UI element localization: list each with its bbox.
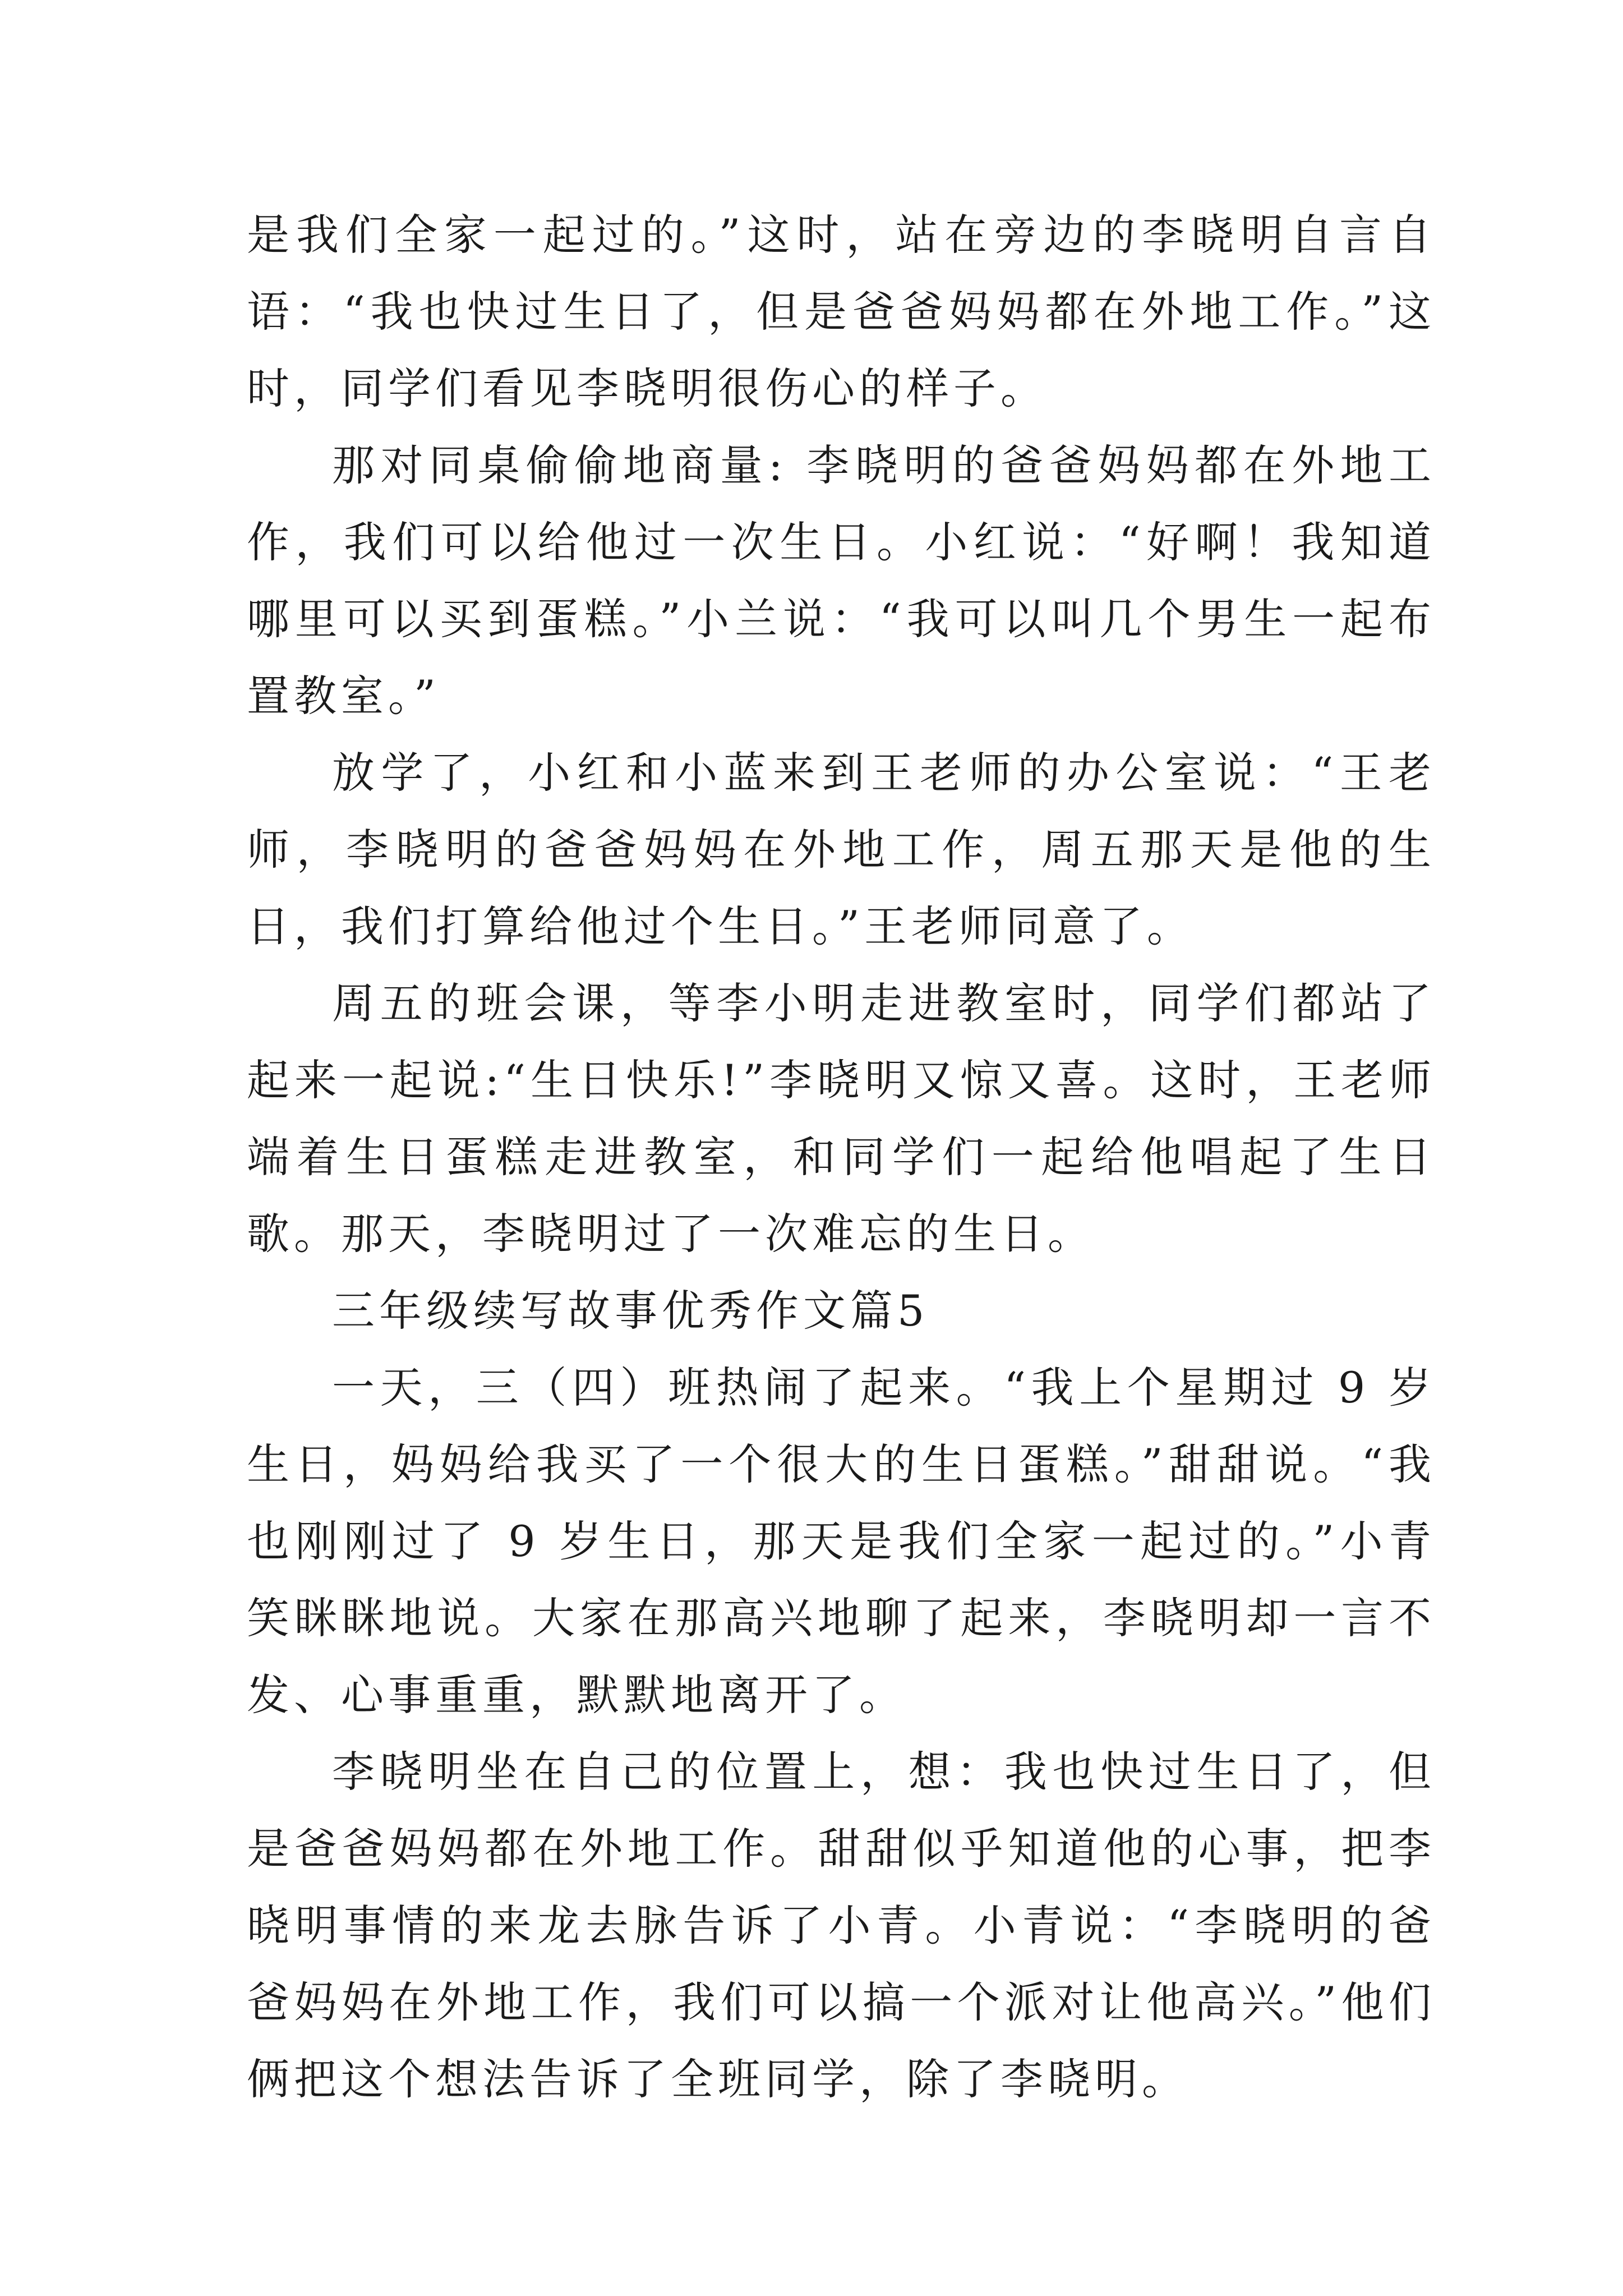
- paragraph-5: 一天，三（四）班热闹了起来。“我上个星期过 9 岁生日，妈妈给我买了一个很大的生日蛋糕。”甜甜说。“我也刚刚过了 9 岁生日，那天是我们全家一起过的。”小青笑眯眯地说。大家在那高兴地聊了起来，李晓明却一言不发、心事重重，默默地离开了。: [247, 1363, 1436, 1720]
- section-heading: 三年级续写故事优秀作文篇5: [332, 1286, 929, 1336]
- document-body: [247, 196, 1436, 2118]
- paragraph-6: 李晓明坐在自己的位置上，想：我也快过生日了，但是爸爸妈妈都在外地工作。甜甜似乎知道他的心事，把李晓明事情的来龙去脉告诉了小青。小青说：“李晓明的爸爸妈妈在外地工作，我们可以搞一个派对让他高兴。”他们俩把这个想法告诉了全班同学，除了李晓明。: [247, 1747, 1436, 2104]
- paragraph-2: 那对同桌偷偷地商量: 李晓明的爸爸妈妈都在外地工作，我们可以给他过一次生日。小红说：“好啊！我知道哪里可以买到蛋糕。”小兰说：“我可以叫几个男生一起布置教室。”: [247, 440, 1436, 721]
- paragraph-4: 周五的班会课，等李小明走进教室时，同学们都站了起来一起说:“生日快乐!”李晓明又惊又喜。这时，王老师端着生日蛋糕走进教室，和同学们一起给他唱起了生日歌。那天，李晓明过了一次难忘的生日。: [247, 978, 1436, 1259]
- paragraph-1: 是我们全家一起过的。”这时，站在旁边的李晓明自言自语：“我也快过生日了，但是爸爸妈妈都在外地工作。”这时，同学们看见李晓明很伤心的样子。: [247, 210, 1436, 413]
- paragraph-3: 放学了，小红和小蓝来到王老师的办公室说：“王老师，李晓明的爸爸妈妈在外地工作，周五那天是他的生日，我们打算给他过个生日。”王老师同意了。: [247, 748, 1436, 951]
